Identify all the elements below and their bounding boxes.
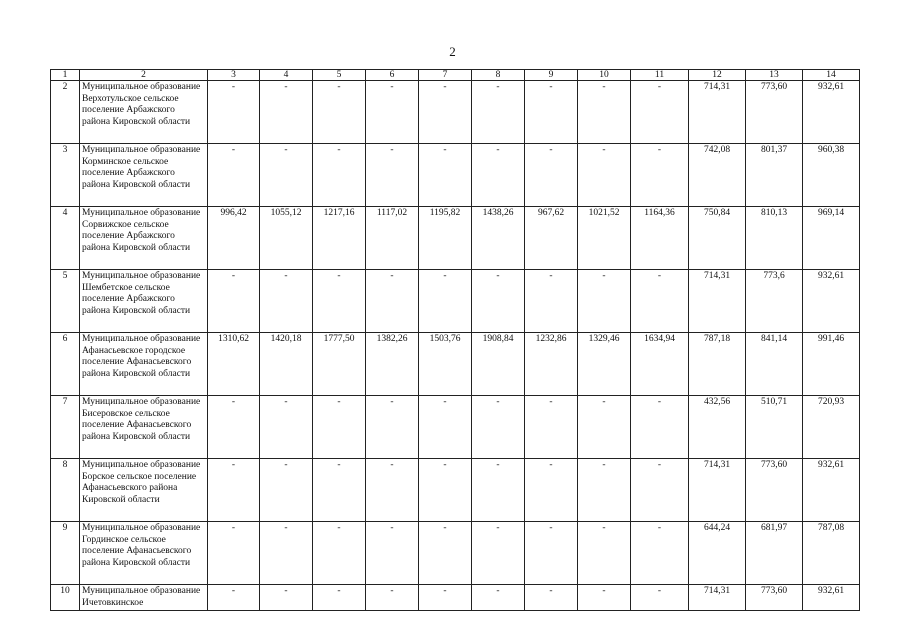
municipality-name: Муниципальное образование Афанасьевское городское поселение Афанасьевского района Кировской области: [80, 333, 208, 396]
value-cell: -: [419, 459, 472, 522]
value-cell: 1908,84: [472, 333, 525, 396]
value-cell: -: [208, 81, 260, 144]
column-header: 8: [472, 70, 525, 81]
municipality-name: Муниципальное образование Гординское сельское поселение Афанасьевского района Кировской области: [80, 522, 208, 585]
municipality-name: Муниципальное образование Сорвижское сельское поселение Арбажского района Кировской области: [80, 207, 208, 270]
value-cell: -: [578, 270, 631, 333]
table-row: [51, 333, 860, 396]
value-cell: -: [525, 459, 578, 522]
value-cell: -: [472, 459, 525, 522]
value-cell: -: [631, 522, 689, 585]
row-number: 8: [51, 459, 80, 522]
row-number: 5: [51, 270, 80, 333]
value-cell: -: [208, 396, 260, 459]
column-header: 4: [260, 70, 313, 81]
value-cell: -: [366, 459, 419, 522]
municipality-name: Муниципальное образование Корминское сельское поселение Арбажского района Кировской области: [80, 144, 208, 207]
value-cell: -: [313, 81, 366, 144]
value-cell: -: [366, 144, 419, 207]
table-row: [51, 459, 860, 522]
value-cell: 1021,52: [578, 207, 631, 270]
value-cell: -: [313, 396, 366, 459]
row-number: 3: [51, 144, 80, 207]
value-cell: -: [578, 144, 631, 207]
column-header: 13: [746, 70, 803, 81]
value-cell: -: [260, 522, 313, 585]
table-row: [51, 270, 860, 333]
value-cell: -: [260, 144, 313, 207]
column-header: 10: [578, 70, 631, 81]
table-row: [51, 585, 860, 611]
value-cell: 969,14: [803, 207, 860, 270]
value-cell: -: [208, 585, 260, 611]
value-cell: -: [419, 144, 472, 207]
value-cell: -: [472, 585, 525, 611]
value-cell: 714,31: [689, 81, 746, 144]
value-cell: -: [260, 270, 313, 333]
value-cell: 810,13: [746, 207, 803, 270]
column-header: 1: [51, 70, 80, 81]
value-cell: 1503,76: [419, 333, 472, 396]
value-cell: 1329,46: [578, 333, 631, 396]
value-cell: -: [366, 270, 419, 333]
value-cell: -: [578, 522, 631, 585]
value-cell: 1055,12: [260, 207, 313, 270]
column-header: 2: [80, 70, 208, 81]
value-cell: -: [578, 459, 631, 522]
value-cell: -: [472, 144, 525, 207]
value-cell: -: [525, 396, 578, 459]
value-cell: -: [631, 585, 689, 611]
value-cell: -: [472, 522, 525, 585]
value-cell: -: [631, 459, 689, 522]
value-cell: -: [260, 585, 313, 611]
value-cell: -: [366, 81, 419, 144]
value-cell: 787,18: [689, 333, 746, 396]
row-number: 9: [51, 522, 80, 585]
value-cell: 432,56: [689, 396, 746, 459]
value-cell: 773,6: [746, 270, 803, 333]
value-cell: -: [313, 144, 366, 207]
value-cell: -: [578, 396, 631, 459]
value-cell: -: [366, 522, 419, 585]
value-cell: 1777,50: [313, 333, 366, 396]
value-cell: 960,38: [803, 144, 860, 207]
value-cell: 932,61: [803, 270, 860, 333]
value-cell: 1232,86: [525, 333, 578, 396]
value-cell: -: [208, 459, 260, 522]
value-cell: -: [419, 81, 472, 144]
value-cell: 742,08: [689, 144, 746, 207]
value-cell: 714,31: [689, 585, 746, 611]
value-cell: -: [313, 459, 366, 522]
value-cell: -: [208, 522, 260, 585]
row-number: 6: [51, 333, 80, 396]
column-header: 12: [689, 70, 746, 81]
value-cell: 681,97: [746, 522, 803, 585]
column-header: 7: [419, 70, 472, 81]
value-cell: -: [208, 270, 260, 333]
value-cell: -: [260, 396, 313, 459]
value-cell: -: [419, 270, 472, 333]
table-row: [51, 144, 860, 207]
value-cell: -: [525, 585, 578, 611]
value-cell: 1634,94: [631, 333, 689, 396]
municipality-name: Муниципальное образование Шембетское сельское поселение Арбажского района Кировской области: [80, 270, 208, 333]
row-number: 4: [51, 207, 80, 270]
value-cell: -: [208, 144, 260, 207]
value-cell: -: [631, 270, 689, 333]
column-header: 6: [366, 70, 419, 81]
value-cell: -: [472, 270, 525, 333]
value-cell: 967,62: [525, 207, 578, 270]
row-number: 2: [51, 81, 80, 144]
table-row: [51, 522, 860, 585]
municipality-name: Муниципальное образование Бисеровское сельское поселение Афанасьевского района Кировской области: [80, 396, 208, 459]
page-number: 2: [449, 44, 456, 59]
header-row: [51, 70, 860, 81]
value-cell: 1382,26: [366, 333, 419, 396]
value-cell: -: [525, 81, 578, 144]
value-cell: -: [419, 585, 472, 611]
value-cell: -: [472, 396, 525, 459]
value-cell: 773,60: [746, 459, 803, 522]
value-cell: 932,61: [803, 459, 860, 522]
value-cell: -: [525, 144, 578, 207]
value-cell: 1195,82: [419, 207, 472, 270]
value-cell: -: [631, 81, 689, 144]
value-cell: -: [419, 396, 472, 459]
value-cell: 714,31: [689, 270, 746, 333]
value-cell: 720,93: [803, 396, 860, 459]
value-cell: -: [525, 522, 578, 585]
municipality-name: Муниципальное образование Ичетовкинское: [80, 585, 208, 611]
value-cell: 1164,36: [631, 207, 689, 270]
value-cell: 932,61: [803, 585, 860, 611]
column-header: 3: [208, 70, 260, 81]
table-row: [51, 396, 860, 459]
value-cell: 841,14: [746, 333, 803, 396]
value-cell: 1217,16: [313, 207, 366, 270]
municipality-name: Муниципальное образование Верхотульское сельское поселение Арбажского района Кировской области: [80, 81, 208, 144]
tariff-table: [50, 69, 860, 611]
value-cell: 510,71: [746, 396, 803, 459]
column-header: 14: [803, 70, 860, 81]
value-cell: 932,61: [803, 81, 860, 144]
value-cell: -: [472, 81, 525, 144]
value-cell: -: [631, 396, 689, 459]
value-cell: -: [631, 144, 689, 207]
value-cell: 773,60: [746, 585, 803, 611]
row-number: 10: [51, 585, 80, 611]
value-cell: -: [525, 270, 578, 333]
value-cell: 714,31: [689, 459, 746, 522]
column-header: 9: [525, 70, 578, 81]
row-number: 7: [51, 396, 80, 459]
value-cell: -: [313, 585, 366, 611]
value-cell: -: [260, 459, 313, 522]
value-cell: -: [366, 396, 419, 459]
column-header: 11: [631, 70, 689, 81]
value-cell: -: [313, 270, 366, 333]
value-cell: -: [419, 522, 472, 585]
value-cell: -: [260, 81, 313, 144]
value-cell: 1438,26: [472, 207, 525, 270]
value-cell: 1310,62: [208, 333, 260, 396]
table-row: [51, 207, 860, 270]
value-cell: 750,84: [689, 207, 746, 270]
value-cell: -: [366, 585, 419, 611]
value-cell: 1420,18: [260, 333, 313, 396]
table-row: [51, 81, 860, 144]
municipality-name: Муниципальное образование Борское сельское поселение Афанасьевского района Кировской области: [80, 459, 208, 522]
value-cell: -: [313, 522, 366, 585]
value-cell: 644,24: [689, 522, 746, 585]
value-cell: 773,60: [746, 81, 803, 144]
value-cell: 787,08: [803, 522, 860, 585]
value-cell: -: [578, 81, 631, 144]
value-cell: 1117,02: [366, 207, 419, 270]
value-cell: -: [578, 585, 631, 611]
value-cell: 996,42: [208, 207, 260, 270]
value-cell: 991,46: [803, 333, 860, 396]
column-header: 5: [313, 70, 366, 81]
value-cell: 801,37: [746, 144, 803, 207]
